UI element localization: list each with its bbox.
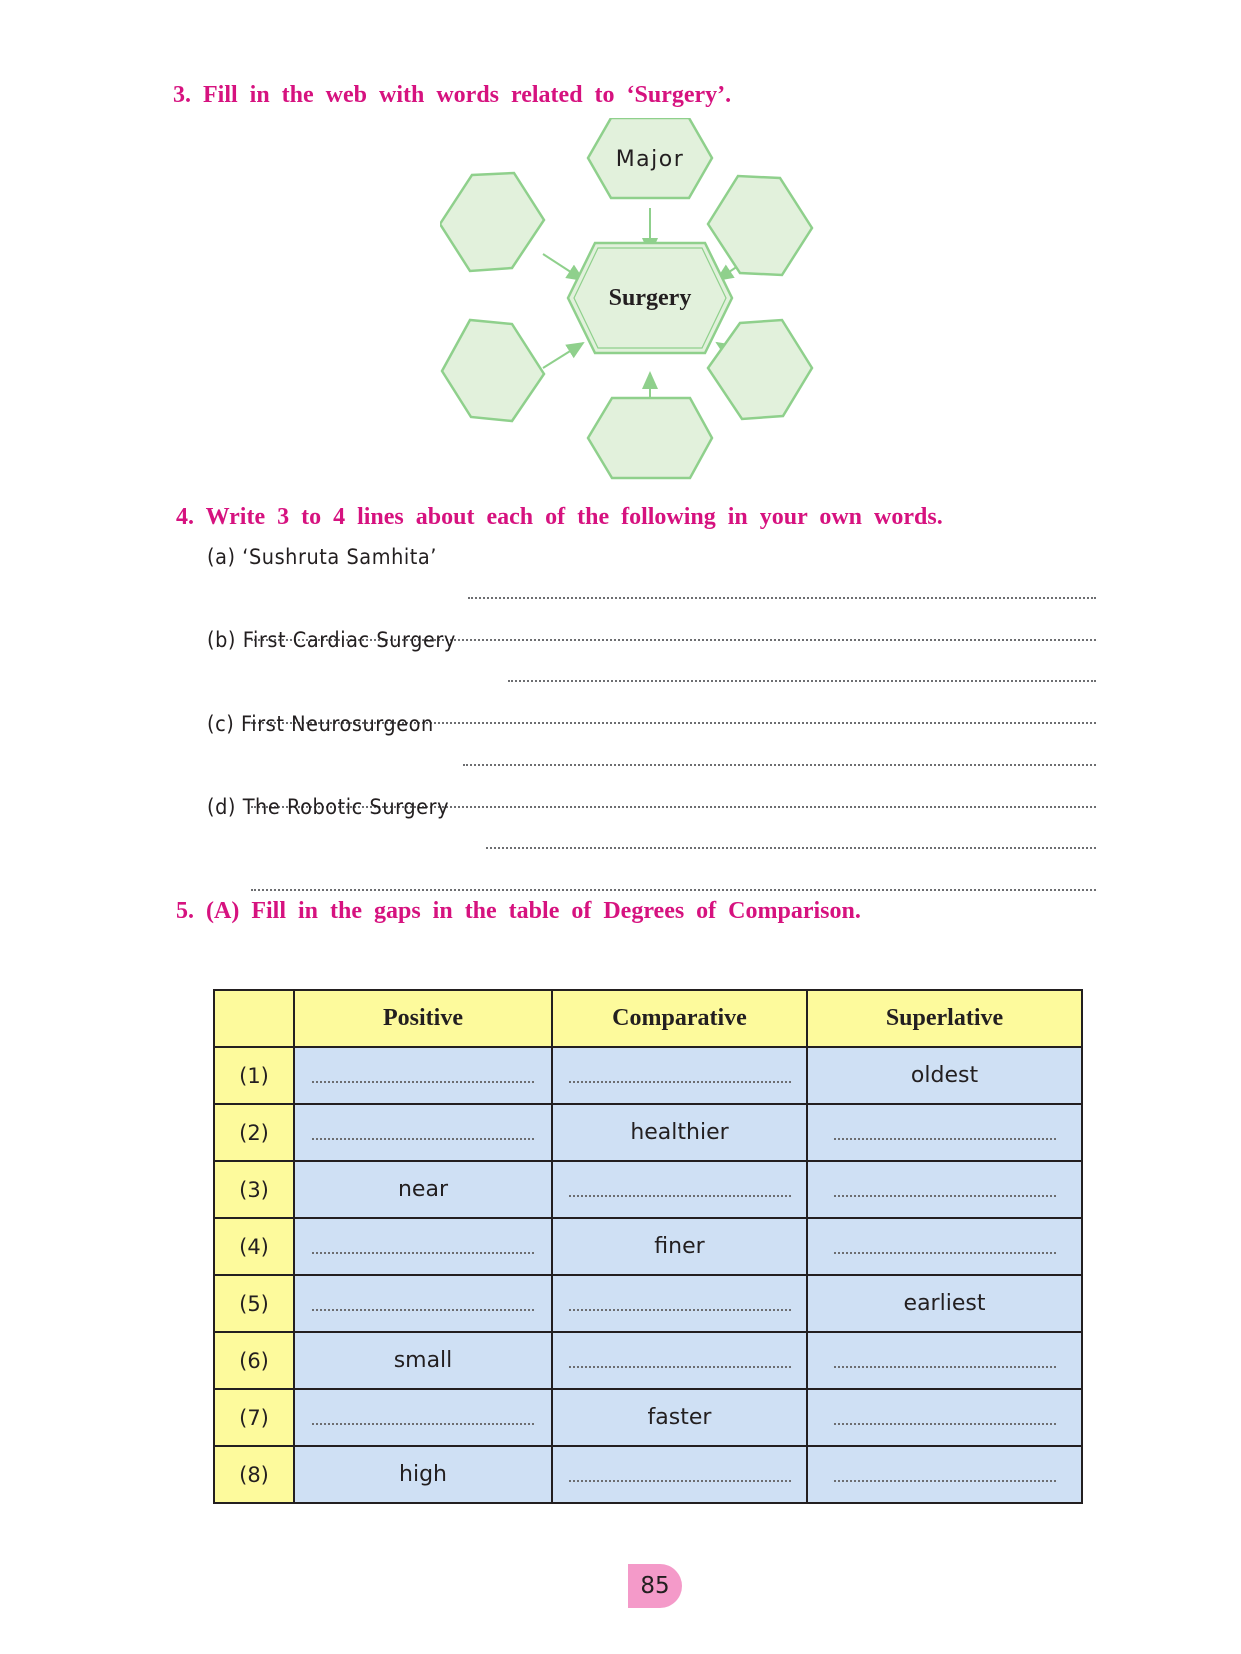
q4-item-c-label: (c) First Neurosurgeon — [207, 712, 434, 736]
q4-item-d-line-1[interactable] — [486, 847, 1096, 849]
comparative-blank[interactable] — [552, 1332, 807, 1389]
positive-blank[interactable] — [294, 1275, 552, 1332]
superlative-blank[interactable] — [807, 1218, 1082, 1275]
page-number: 85 — [628, 1564, 682, 1608]
q4-item-d-line-2[interactable] — [251, 889, 1096, 891]
table-row — [214, 1161, 1082, 1218]
row-number: (5) — [214, 1275, 294, 1332]
q4-item-b-line-1[interactable] — [508, 680, 1096, 682]
row-number: (3) — [214, 1161, 294, 1218]
positive-blank[interactable] — [294, 1047, 552, 1104]
web-hexagon-lower-left[interactable] — [442, 320, 544, 421]
positive-blank[interactable] — [294, 1389, 552, 1446]
table-header-row — [214, 990, 1082, 1047]
row-number: (4) — [214, 1218, 294, 1275]
superlative-blank[interactable] — [807, 1332, 1082, 1389]
superlative-blank[interactable] — [807, 1161, 1082, 1218]
positive-blank[interactable] — [294, 1104, 552, 1161]
positive-word: near — [294, 1161, 552, 1218]
q4-item-a-label: (a) ‘Sushruta Samhita’ — [207, 545, 437, 569]
positive-blank[interactable] — [294, 1218, 552, 1275]
header-positive: Positive — [294, 990, 552, 1047]
comparative-word: finer — [552, 1218, 807, 1275]
q5-heading: 5. (A) Fill in the gaps in the table of Degrees of Comparison. — [176, 898, 861, 924]
row-number: (2) — [214, 1104, 294, 1161]
header-comparative: Comparative — [552, 990, 807, 1047]
comparative-blank[interactable] — [552, 1275, 807, 1332]
comparative-blank[interactable] — [552, 1047, 807, 1104]
word-web-diagram — [440, 118, 860, 513]
table-row — [214, 1047, 1082, 1104]
q4-item-c-line-1[interactable] — [463, 764, 1096, 766]
q3-heading: 3. Fill in the web with words related to ‘Surgery’. — [173, 82, 732, 108]
row-number: (8) — [214, 1446, 294, 1503]
comparative-blank[interactable] — [552, 1446, 807, 1503]
web-hexagon-upper-right[interactable] — [708, 176, 812, 275]
q4-item-d-label: (d) The Robotic Surgery — [207, 795, 450, 819]
superlative-blank[interactable] — [807, 1389, 1082, 1446]
header-superlative: Superlative — [807, 990, 1082, 1047]
superlative-blank[interactable] — [807, 1446, 1082, 1503]
table-row — [214, 1218, 1082, 1275]
comparative-word: healthier — [552, 1104, 807, 1161]
table-row — [214, 1332, 1082, 1389]
degrees-of-comparison-table — [213, 989, 1083, 1504]
comparative-blank[interactable] — [552, 1161, 807, 1218]
q4-heading: 4. Write 3 to 4 lines about each of the following in your own words. — [176, 504, 943, 530]
q4-item-a-line-1[interactable] — [468, 597, 1096, 599]
row-number: (6) — [214, 1332, 294, 1389]
table-row — [214, 1446, 1082, 1503]
comparative-word: faster — [552, 1389, 807, 1446]
superlative-blank[interactable] — [807, 1104, 1082, 1161]
table-row — [214, 1104, 1082, 1161]
q4-item-b-label: (b) First Cardiac Surgery — [207, 628, 456, 652]
superlative-word: oldest — [807, 1047, 1082, 1104]
web-hexagon-upper-left[interactable] — [440, 173, 544, 271]
row-number: (1) — [214, 1047, 294, 1104]
header-number — [214, 990, 294, 1047]
positive-word: small — [294, 1332, 552, 1389]
positive-word: high — [294, 1446, 552, 1503]
superlative-word: earliest — [807, 1275, 1082, 1332]
table-row — [214, 1389, 1082, 1446]
web-hexagon-lower-right[interactable] — [708, 320, 812, 419]
web-hexagon-bottom[interactable] — [588, 398, 712, 478]
row-number: (7) — [214, 1389, 294, 1446]
table-row — [214, 1275, 1082, 1332]
web-top-word: Major — [615, 147, 685, 172]
web-center-word: Surgery — [608, 285, 692, 311]
